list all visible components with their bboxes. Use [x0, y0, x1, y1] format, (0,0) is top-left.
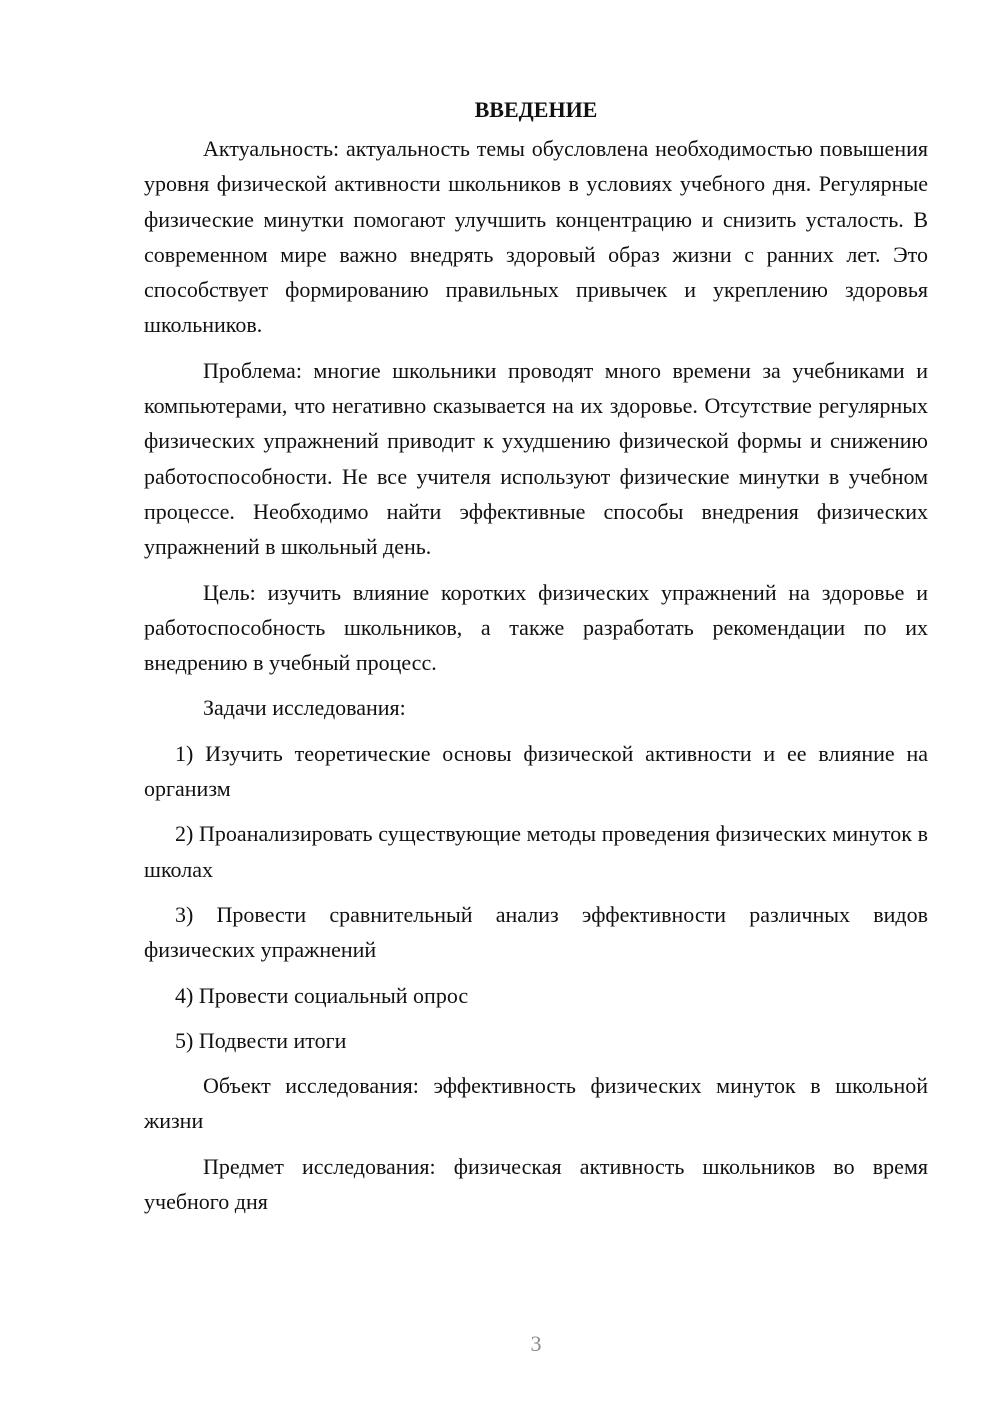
goal-paragraph: Цель: изучить влияние коротких физических упражнений на здоровье и работоспособность школьников, а также разработать рекомендации по их внедрению в учебный процесс.: [144, 579, 928, 676]
list-item: 3) Провести сравнительный анализ эффективности различных видов физических упражнений: [144, 901, 928, 963]
list-item: 2) Проанализировать существующие методы проведения физических минуток в школах: [144, 821, 928, 882]
tasks-heading: Задачи исследования:: [203, 695, 406, 721]
problem-paragraph: Проблема: многие школьники проводят много времени за учебниками и компьютерами, что негативно сказывается на их здоровье. Отсутствие регулярных физических упражнений приводит к ухудшению физической формы и снижению работоспособности. Не все учителя используют физические минутки в учебном процессе. Необходимо найти эффективные способы внедрения физических упражнений в школьный день.: [144, 357, 928, 560]
list-item: 4) Провести социальный опрос: [175, 982, 469, 1008]
page-title: ВВЕДЕНИЕ: [474, 97, 598, 122]
page-content: [144, 90, 928, 1229]
list-item: 5) Подвести итоги: [175, 1027, 347, 1053]
subject-paragraph: Предмет исследования: физическая активность школьников во время учебного дня: [144, 1153, 928, 1215]
tasks-list: [144, 736, 928, 1058]
list-item: 1) Изучить теоретические основы физической активности и ее влияние на организм: [144, 740, 928, 802]
object-paragraph: Объект исследования: эффективность физических минуток в школьной жизни: [144, 1073, 928, 1134]
relevance-paragraph: Актуальность: актуальность темы обусловлена необходимостью повышения уровня физической активности школьников в условиях учебного дня. Регулярные физические минутки помогают улучшить концентрацию и снизить усталость. В современном мире важно внедрять здоровый образ жизни с ранних лет. Это способствует формированию правильных привычек и укреплению здоровья школьников.: [144, 136, 928, 338]
page-number: 3: [530, 1331, 542, 1356]
